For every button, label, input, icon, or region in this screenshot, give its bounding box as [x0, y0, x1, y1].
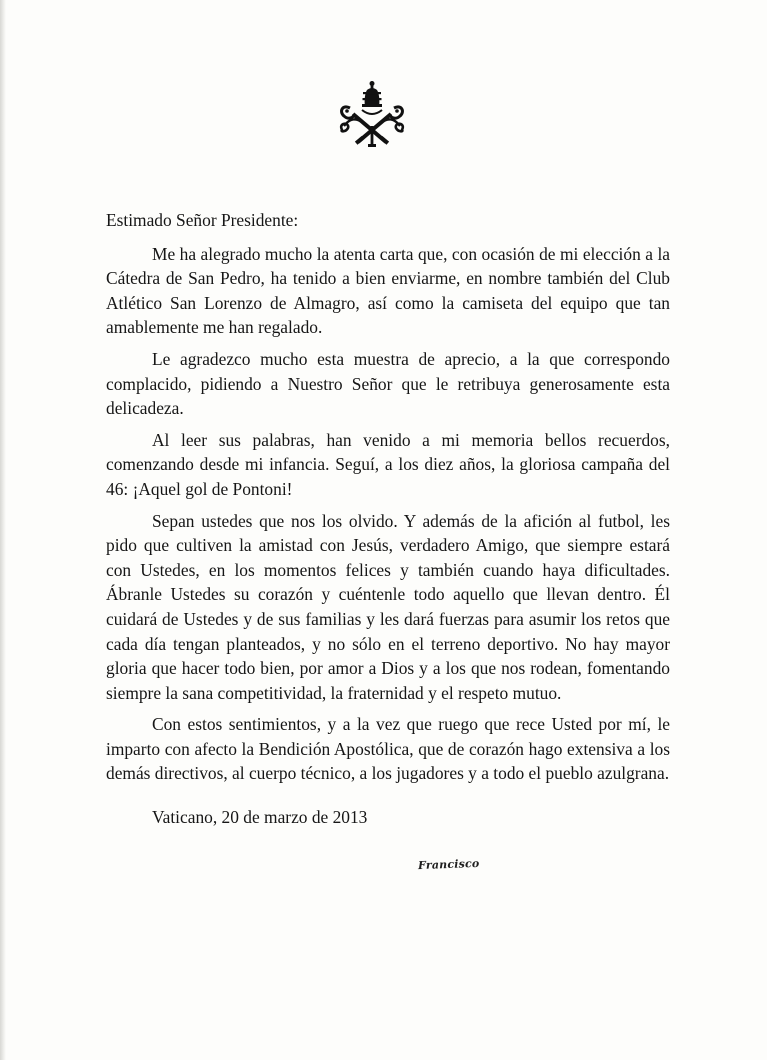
papal-coat-of-arms-icon	[336, 80, 408, 150]
paragraph-5: Con estos sentimientos, y a la vez que ruego que rece Usted por mí, le imparto con afecto la Bendición Apostólica, que de corazón hago extensiva a los demás directivos, al cuerpo técnico, a los jugadores y a todo el pueblo azulgrana.	[106, 714, 670, 784]
paragraph-1: Me ha alegrado mucho la atenta carta que, con ocasión de mi elección a la Cátedra de San Pedro, ha tenido a bien enviarme, en nombre también del Club Atlético San Lorenzo de Almagro, así como la camiseta del equipo que tan amablemente me han regalado.	[106, 243, 670, 338]
paragraph-3: Al leer sus palabras, han venido a mi memoria bellos recuerdos, comenzando desde mi infancia. Seguí, a los diez años, la gloriosa campaña del 46: ¡Aquel gol de Pontoni!	[106, 429, 670, 499]
scan-edge-shadow	[0, 0, 6, 1060]
handwritten-signature: Francisco	[417, 856, 480, 873]
place-and-date: Vaticano, 20 de marzo de 2013	[152, 807, 368, 828]
salutation: Estimado Señor Presidente:	[106, 210, 299, 230]
paragraph-2: Le agradezco mucho esta muestra de aprecio, a la que correspondo complacido, pidiendo a Nuestro Señor que le retribuya generosamente esta delicadeza.	[106, 348, 670, 419]
letter-body	[106, 208, 670, 830]
paragraph-4: Sepan ustedes que nos los olvido. Y además de la afición al futbol, les pido que cultiven la amistad con Jesús, verdadero Amigo, que siempre estará con Ustedes, en los momentos felices y también cuando haya dificultades. Ábranle Ustedes su corazón y cuéntenle todo aquello que llevan dentro. Él cuidará de Ustedes y de sus familias y les dará fuerzas para asumir los retos que cada día tengan planteados, y no sólo en el terreno deportivo. No hay mayor gloria que hacer todo bien, por amor a Dios y a los que nos rodean, fomentando siempre la sana competitividad, la fraternidad y el respeto mutuo.	[106, 510, 670, 703]
